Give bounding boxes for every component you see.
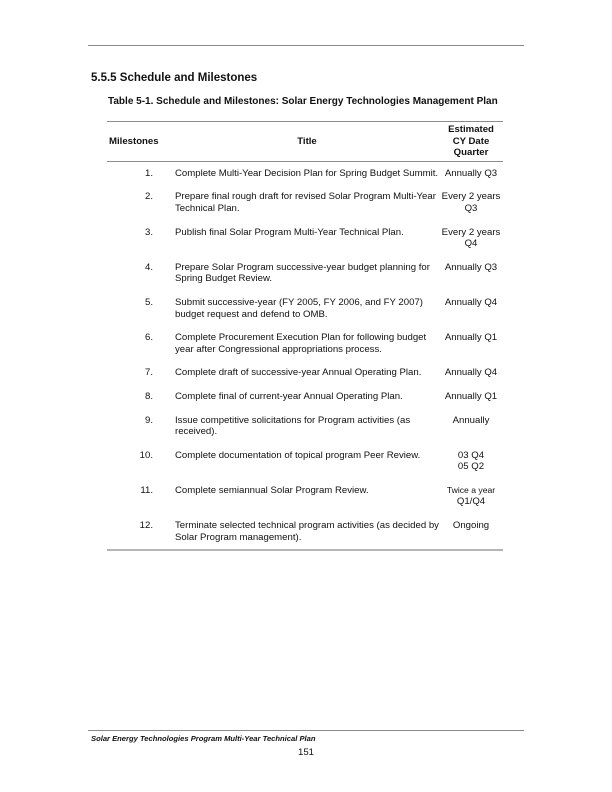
table-row bbox=[107, 221, 503, 256]
header-milestones: Milestones bbox=[109, 135, 159, 147]
milestone-date-line2: Q1/Q4 bbox=[456, 496, 486, 508]
table-row bbox=[107, 409, 503, 444]
milestone-date: Annually Q1 bbox=[444, 390, 498, 402]
milestone-number: 4. bbox=[144, 261, 153, 273]
milestone-title: Complete documentation of topical program Peer Review. bbox=[175, 449, 421, 461]
milestone-title: Prepare Solar Program successive-year budget planning for Spring Budget Review. bbox=[175, 261, 430, 285]
table-row bbox=[107, 291, 503, 326]
table-caption: Table 5-1. Schedule and Milestones: Solar Energy Technologies Management Plan bbox=[108, 96, 498, 107]
milestone-date: Annually bbox=[452, 414, 490, 426]
milestone-date: Annually Q3 bbox=[444, 167, 498, 179]
milestone-title: Complete Procurement Execution Plan for following budget year after Congressional appropriations process. bbox=[175, 332, 427, 355]
milestone-title: Prepare final rough draft for revised Solar Program Multi-Year Technical Plan. bbox=[175, 191, 436, 214]
milestone-date: Every 2 years Q4 bbox=[441, 226, 501, 250]
header-date-line3: Quarter bbox=[453, 147, 489, 159]
table-row bbox=[107, 326, 503, 361]
milestone-title: Complete semiannual Solar Program Review. bbox=[175, 484, 369, 496]
milestone-number: 1. bbox=[144, 167, 153, 179]
table-row bbox=[107, 185, 503, 220]
table-row bbox=[107, 361, 503, 385]
milestone-date: Annually Q4 bbox=[444, 367, 498, 379]
milestones-table bbox=[107, 121, 503, 551]
table-row bbox=[107, 385, 503, 409]
milestone-date-line1: Twice a year bbox=[446, 484, 496, 495]
table-row bbox=[107, 161, 503, 185]
page-number: 151 bbox=[297, 747, 314, 758]
milestone-date: Annually Q3 bbox=[444, 261, 498, 273]
milestone-number: 3. bbox=[144, 226, 153, 238]
section-heading: 5.5.5 Schedule and Milestones bbox=[91, 72, 258, 84]
milestone-date-line1: 03 Q4 bbox=[457, 449, 485, 461]
table-row bbox=[107, 479, 503, 514]
milestone-title: Complete draft of successive-year Annual Operating Plan. bbox=[175, 367, 422, 379]
milestone-number: 12. bbox=[139, 520, 153, 532]
milestone-title: Publish final Solar Program Multi-Year Technical Plan. bbox=[175, 226, 404, 238]
milestone-date bbox=[439, 479, 503, 514]
milestone-title: Terminate selected technical program activities (as decided by Solar Program management). bbox=[175, 520, 439, 543]
header-date-line1: Estimated bbox=[448, 124, 494, 135]
table-row bbox=[107, 514, 503, 550]
milestone-number: 7. bbox=[144, 367, 153, 379]
table-header-row bbox=[107, 122, 503, 162]
footer-document-title: Solar Energy Technologies Program Multi-Year Technical Plan bbox=[91, 734, 316, 743]
milestone-number: 5. bbox=[144, 296, 153, 308]
milestone-number: 9. bbox=[144, 414, 153, 426]
milestone-date-line2: 05 Q2 bbox=[457, 461, 485, 473]
footer-rule bbox=[88, 730, 524, 731]
milestone-number: 11. bbox=[140, 484, 153, 496]
milestone-date: Annually Q4 bbox=[444, 296, 498, 308]
milestone-title: Issue competitive solicitations for Program activities (as received). bbox=[175, 414, 411, 438]
milestone-date: Annually Q1 bbox=[444, 332, 498, 344]
milestone-number: 2. bbox=[144, 191, 153, 203]
milestone-number: 8. bbox=[144, 390, 153, 402]
milestone-date: Every 2 years Q3 bbox=[441, 191, 501, 214]
header-rule bbox=[88, 45, 524, 46]
milestone-number: 6. bbox=[144, 332, 153, 344]
milestone-date: Ongoing bbox=[452, 520, 490, 532]
header-date bbox=[439, 122, 503, 162]
milestone-title: Submit successive-year (FY 2005, FY 2006, and FY 2007) budget request and defend to OMB. bbox=[175, 296, 423, 320]
header-date-line2: CY Date bbox=[452, 135, 490, 147]
milestones-table-container bbox=[107, 121, 503, 551]
milestone-number: 10. bbox=[139, 449, 153, 461]
table-row bbox=[107, 256, 503, 291]
milestone-title: Complete final of current-year Annual Operating Plan. bbox=[175, 390, 403, 402]
milestone-date bbox=[439, 444, 503, 479]
header-title: Title bbox=[297, 135, 317, 147]
milestone-title: Complete Multi-Year Decision Plan for Spring Budget Summit. bbox=[175, 167, 439, 179]
table-row bbox=[107, 444, 503, 479]
